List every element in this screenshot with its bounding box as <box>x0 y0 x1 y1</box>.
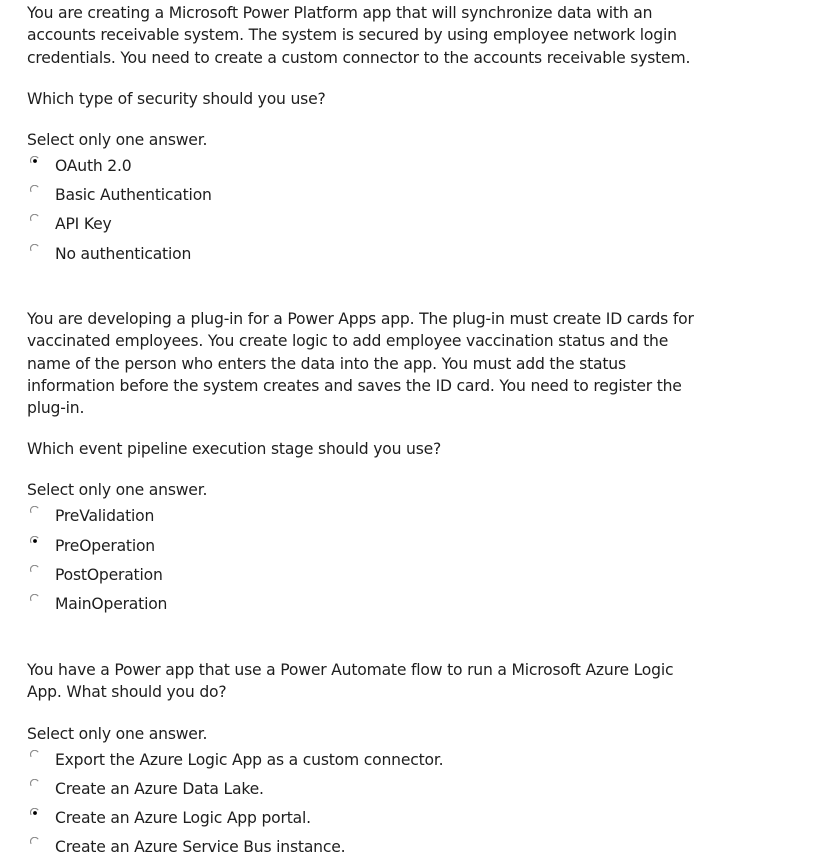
radio-button[interactable] <box>30 774 40 784</box>
question-1-text: You are creating a Microsoft Power Platform app that will synchronize data with an accounts receivable system. The system is secured by using employee network login credentials. You need to create a custom connector to the accounts receivable system. <box>27 4 691 67</box>
question-1 <box>27 2 697 268</box>
radio-button[interactable] <box>30 560 40 570</box>
radio-button[interactable] <box>30 803 40 813</box>
option-label: PreOperation <box>55 536 155 555</box>
option-oauth[interactable] <box>27 151 697 180</box>
radio-button[interactable] <box>30 209 40 219</box>
radio-outline <box>31 750 39 756</box>
question-3 <box>27 659 697 862</box>
option-label: Create an Azure Service Bus instance. <box>55 838 346 857</box>
radio-selected-icon <box>30 536 40 546</box>
radio-button[interactable] <box>30 151 40 161</box>
option-logic-app-portal[interactable] <box>27 803 697 832</box>
option-basic-auth[interactable] <box>27 180 697 209</box>
radio-button[interactable] <box>30 745 40 755</box>
question-1-options <box>27 151 697 268</box>
radio-unselected-icon <box>30 594 40 604</box>
radio-outline <box>31 595 39 601</box>
radio-button[interactable] <box>30 589 40 599</box>
option-label: Export the Azure Logic App as a custom connector. <box>55 750 444 769</box>
radio-unselected-icon <box>30 244 40 254</box>
option-label: OAuth 2.0 <box>55 156 132 175</box>
radio-button[interactable] <box>30 239 40 249</box>
radio-dot <box>33 539 37 543</box>
radio-unselected-icon <box>30 779 40 789</box>
option-label: Basic Authentication <box>55 186 212 205</box>
option-data-lake[interactable] <box>27 774 697 803</box>
option-label: Create an Azure Data Lake. <box>55 779 264 798</box>
question-2-options <box>27 501 697 618</box>
radio-selected-icon <box>30 808 40 818</box>
radio-button[interactable] <box>30 501 40 511</box>
radio-dot <box>33 159 37 163</box>
question-3-options <box>27 745 697 862</box>
option-no-auth[interactable] <box>27 239 697 268</box>
option-label: PreValidation <box>55 507 155 526</box>
radio-outline <box>31 838 39 844</box>
radio-outline <box>31 565 39 571</box>
option-label: Create an Azure Logic App portal. <box>55 809 311 828</box>
question-2-text: You are developing a plug-in for a Power Apps app. The plug-in must create ID cards for vaccinated employees. You create logic to add employee vaccination status and the name of the person who enters the data into the app. You must add the status information before the system creates and saves the ID card. You need to register the plug-in. <box>27 310 694 418</box>
radio-button[interactable] <box>30 180 40 190</box>
radio-unselected-icon <box>30 506 40 516</box>
radio-outline <box>31 186 39 192</box>
question-3-text: You have a Power app that use a Power Automate flow to run a Microsoft Azure Logic App. What should you do? <box>27 661 674 702</box>
radio-button[interactable] <box>30 531 40 541</box>
radio-outline <box>31 779 39 785</box>
option-label: API Key <box>55 215 112 234</box>
option-prevalidation[interactable] <box>27 501 697 530</box>
option-label: MainOperation <box>55 595 168 614</box>
question-2-instruction: Select only one answer. <box>27 481 208 500</box>
option-export-custom-connector[interactable] <box>27 745 697 774</box>
question-1-instruction: Select only one answer. <box>27 130 208 149</box>
radio-unselected-icon <box>30 837 40 847</box>
radio-outline <box>31 244 39 250</box>
option-mainoperation[interactable] <box>27 589 697 618</box>
question-2-prompt: Which event pipeline execution stage should you use? <box>27 440 442 459</box>
radio-outline <box>31 507 39 513</box>
radio-unselected-icon <box>30 565 40 575</box>
radio-unselected-icon <box>30 185 40 195</box>
option-preoperation[interactable] <box>27 531 697 560</box>
radio-button[interactable] <box>30 832 40 842</box>
option-api-key[interactable] <box>27 209 697 238</box>
option-label: PostOperation <box>55 566 163 585</box>
radio-unselected-icon <box>30 214 40 224</box>
question-2 <box>27 308 697 619</box>
radio-unselected-icon <box>30 750 40 760</box>
question-3-instruction: Select only one answer. <box>27 724 208 743</box>
option-service-bus[interactable] <box>27 832 697 861</box>
radio-dot <box>33 811 37 815</box>
radio-selected-icon <box>30 156 40 166</box>
option-postoperation[interactable] <box>27 560 697 589</box>
radio-outline <box>31 215 39 221</box>
question-1-prompt: Which type of security should you use? <box>27 89 326 108</box>
option-label: No authentication <box>55 244 192 263</box>
